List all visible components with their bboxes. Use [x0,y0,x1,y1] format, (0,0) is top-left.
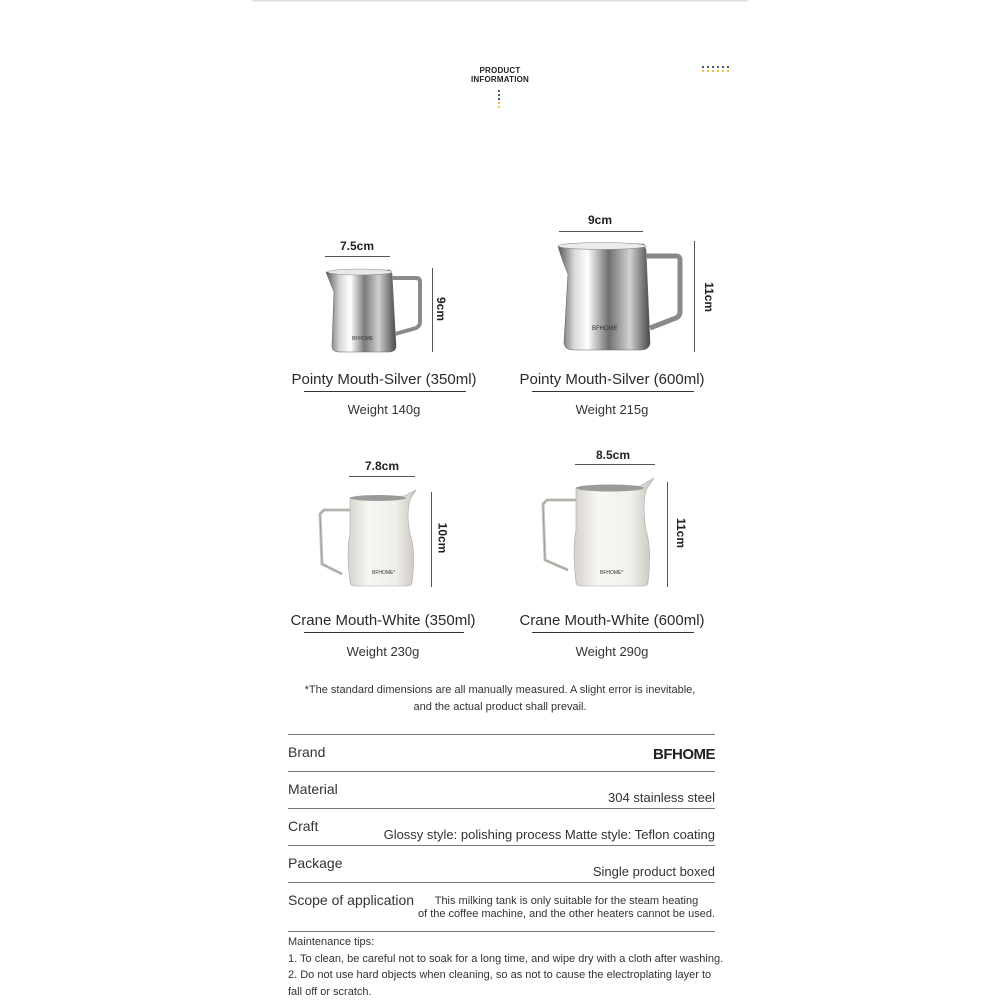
disclaimer-line1: *The standard dimensions are all manually measured. A slight error is inevitable, [304,684,696,696]
tips-title: Maintenance tips: [288,936,375,948]
spec-row-scope [288,882,715,932]
product-weight: Weight 215g [575,402,649,417]
width-dimension-line [559,231,643,232]
width-dimension-line [325,256,390,257]
height-dimension-line [431,492,432,587]
pitcher-logo: BFHOME [592,326,618,332]
width-dimension-label: 7.8cm [365,459,400,473]
height-dimension-label: 10cm [435,522,450,554]
pitcher-white-350-image [316,484,426,590]
spec-table [288,734,715,932]
scope-line1: This milking tank is only suitable for the steam heating [434,895,699,907]
product-name-underline [532,391,694,392]
product-name: Crane Mouth-White (600ml) [519,612,705,629]
spec-label: Package [288,855,343,871]
pitcher-silver-600-image [552,236,692,358]
height-dimension-label: 9cm [434,296,449,322]
tips-item-2: 2. Do not use hard objects when cleaning, so as not to cause the electroplating layer to fall off or scratch. [288,969,712,998]
width-dimension-label: 7.5cm [340,239,375,253]
height-dimension-line [432,268,433,352]
scope-line2: of the coffee machine, and the other heaters cannot be used. [417,908,715,920]
spec-row-package [288,845,715,882]
section-title [450,66,550,84]
spec-row-material [288,771,715,808]
width-dimension-label: 9cm [588,213,613,227]
product-name-underline [304,391,466,392]
spec-value [418,895,715,921]
width-dimension-line [575,464,655,465]
height-dimension-line [694,241,695,352]
pitcher-silver-350-image [318,262,428,357]
product-weight: Weight 290g [575,644,649,659]
product-name-underline [532,632,694,633]
product-name: Pointy Mouth-Silver (600ml) [519,371,705,388]
spec-row-brand [288,734,715,771]
maintenance-tips [288,934,728,1000]
width-dimension-line [349,476,415,477]
product-name-underline [304,632,464,633]
tips-item-1: 1. To clean, be careful not to soak for a long time, and wipe dry with a cloth after washing. [288,952,724,965]
dimension-disclaimer [250,682,750,716]
pitcher-logo: BFHOME [352,336,374,342]
product-name: Pointy Mouth-Silver (350ml) [291,371,477,388]
spec-value: Glossy style: polishing process Matte style: Teflon coating [383,827,715,842]
product-weight: Weight 140g [347,402,421,417]
width-dimension-label: 8.5cm [596,448,631,462]
spec-value: Single product boxed [592,864,715,879]
disclaimer-line2: and the actual product shall prevail. [413,701,587,713]
spec-label: Brand [288,744,326,760]
height-dimension-line [667,482,668,587]
section-title-line1: PRODUCT [479,66,521,75]
spec-label: Material [288,781,338,797]
brand-logo: BFHOME [653,746,715,763]
section-title-line2: INFORMATION [470,75,530,84]
corner-dots-decoration [702,66,732,72]
spec-label: Craft [288,818,319,834]
product-weight: Weight 230g [346,644,420,659]
spec-label: Scope of application [288,892,415,908]
height-dimension-label: 11cm [674,517,689,549]
title-dots-decoration [497,90,501,108]
top-divider [252,0,748,2]
pitcher-logo: BFHOME° [600,570,624,576]
spec-row-craft [288,808,715,845]
height-dimension-label: 11cm [702,281,717,313]
spec-value: 304 stainless steel [608,790,715,805]
pitcher-white-600-image [538,474,662,592]
product-name: Crane Mouth-White (350ml) [290,612,476,629]
pitcher-logo: BFHOME° [372,570,396,576]
